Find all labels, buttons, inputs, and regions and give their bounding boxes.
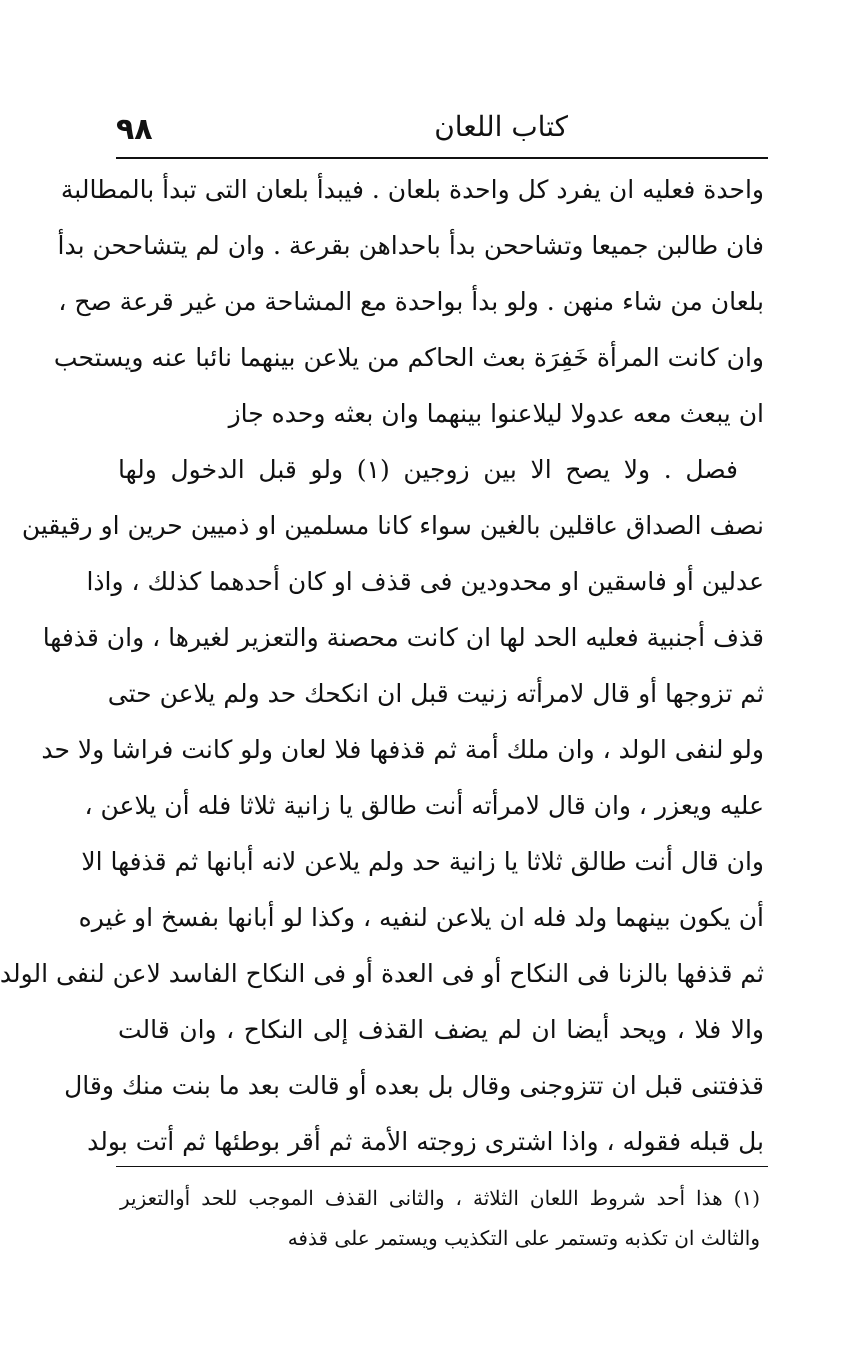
page-number: ٩٨	[116, 112, 153, 147]
text-line: أن يكون بينهما ولد فله ان يلاعن لنفيه ، وكذا لو أبانها بفسخ او غيره	[78, 903, 764, 932]
text-line: ثم قذفها بالزنا فى النكاح أو فى العدة أو فى النكاح الفاسد لاعن لنفى الولد	[0, 959, 764, 988]
text-line: ان يبعث معه عدولا ليلاعنوا بينهما وان بعثه وحده جاز	[228, 399, 764, 428]
page-header	[116, 108, 768, 156]
section-heading-line: فصل . ولا يصح الا بين زوجين (١) ولو قبل الدخول ولها	[118, 455, 738, 484]
text-line: عدلين أو فاسقين او محدودين فى قذف او كان أحدهما كذلك ، واذا	[86, 567, 764, 596]
text-line: ثم تزوجها أو قال لامرأته زنيت قبل ان انكحك حد ولم يلاعن حتى	[107, 679, 764, 708]
text-line: ولو لنفى الولد ، وان ملك أمة ثم قذفها فلا لعان ولو كانت فراشا ولا حد	[41, 735, 764, 764]
text-line: نصف الصداق عاقلين بالغين سواء كانا مسلمين او ذميين حرين او رقيقين	[21, 511, 764, 540]
text-line: عليه ويعزر ، وان قال لامرأته أنت طالق يا زانية ثلاثا فله أن يلاعن ،	[84, 791, 764, 820]
footnote	[120, 1178, 760, 1258]
text-line: بل قبله فقوله ، واذا اشترى زوجته الأمة ثم أقر بوطئها ثم أتت بولد	[87, 1127, 764, 1156]
text-line: وان قال أنت طالق ثلاثا يا زانية حد ولم يلاعن لانه أبانها ثم قذفها الا	[81, 847, 764, 876]
text-line: قذفتنى قبل ان تتزوجنى وقال بل بعده أو قالت بعد ما بنت منك وقال	[64, 1071, 764, 1100]
footnote-line: والثالث ان تكذبه وتستمر على التكذيب ويستمر على قذفه	[287, 1226, 760, 1250]
text-line: واحدة فعليه ان يفرد كل واحدة بلعان . فيبدأ بلعان التى تبدأ بالمطالبة	[60, 175, 764, 204]
text-line: قذف أجنبية فعليه الحد لها ان كانت محصنة والتعزير لغيرها ، وان قذفها	[42, 623, 764, 652]
text-line: فان طالبن جميعا وتشاححن بدأ باحداهن بقرعة . وان لم يتشاححن بدأ	[57, 231, 764, 260]
running-title: كتاب اللعان	[434, 110, 568, 143]
text-line: وان كانت المرأة خَفِرَة بعث الحاكم من يلاعن بينهما نائبا عنه ويستحب	[53, 343, 764, 372]
footnote-line: (١) هذا أحد شروط اللعان الثلاثة ، والثانى القذف الموجب للحد أوالتعزير	[120, 1186, 760, 1210]
text-line: بلعان من شاء منهن . ولو بدأ بواحدة مع المشاحة من غير قرعة صح ،	[58, 287, 764, 316]
main-text	[0, 162, 764, 1170]
header-rule	[116, 157, 768, 159]
footnote-rule	[116, 1166, 768, 1167]
text-line: والا فلا ، ويحد أيضا ان لم يضف القذف إلى النكاح ، وان قالت	[118, 1015, 764, 1044]
